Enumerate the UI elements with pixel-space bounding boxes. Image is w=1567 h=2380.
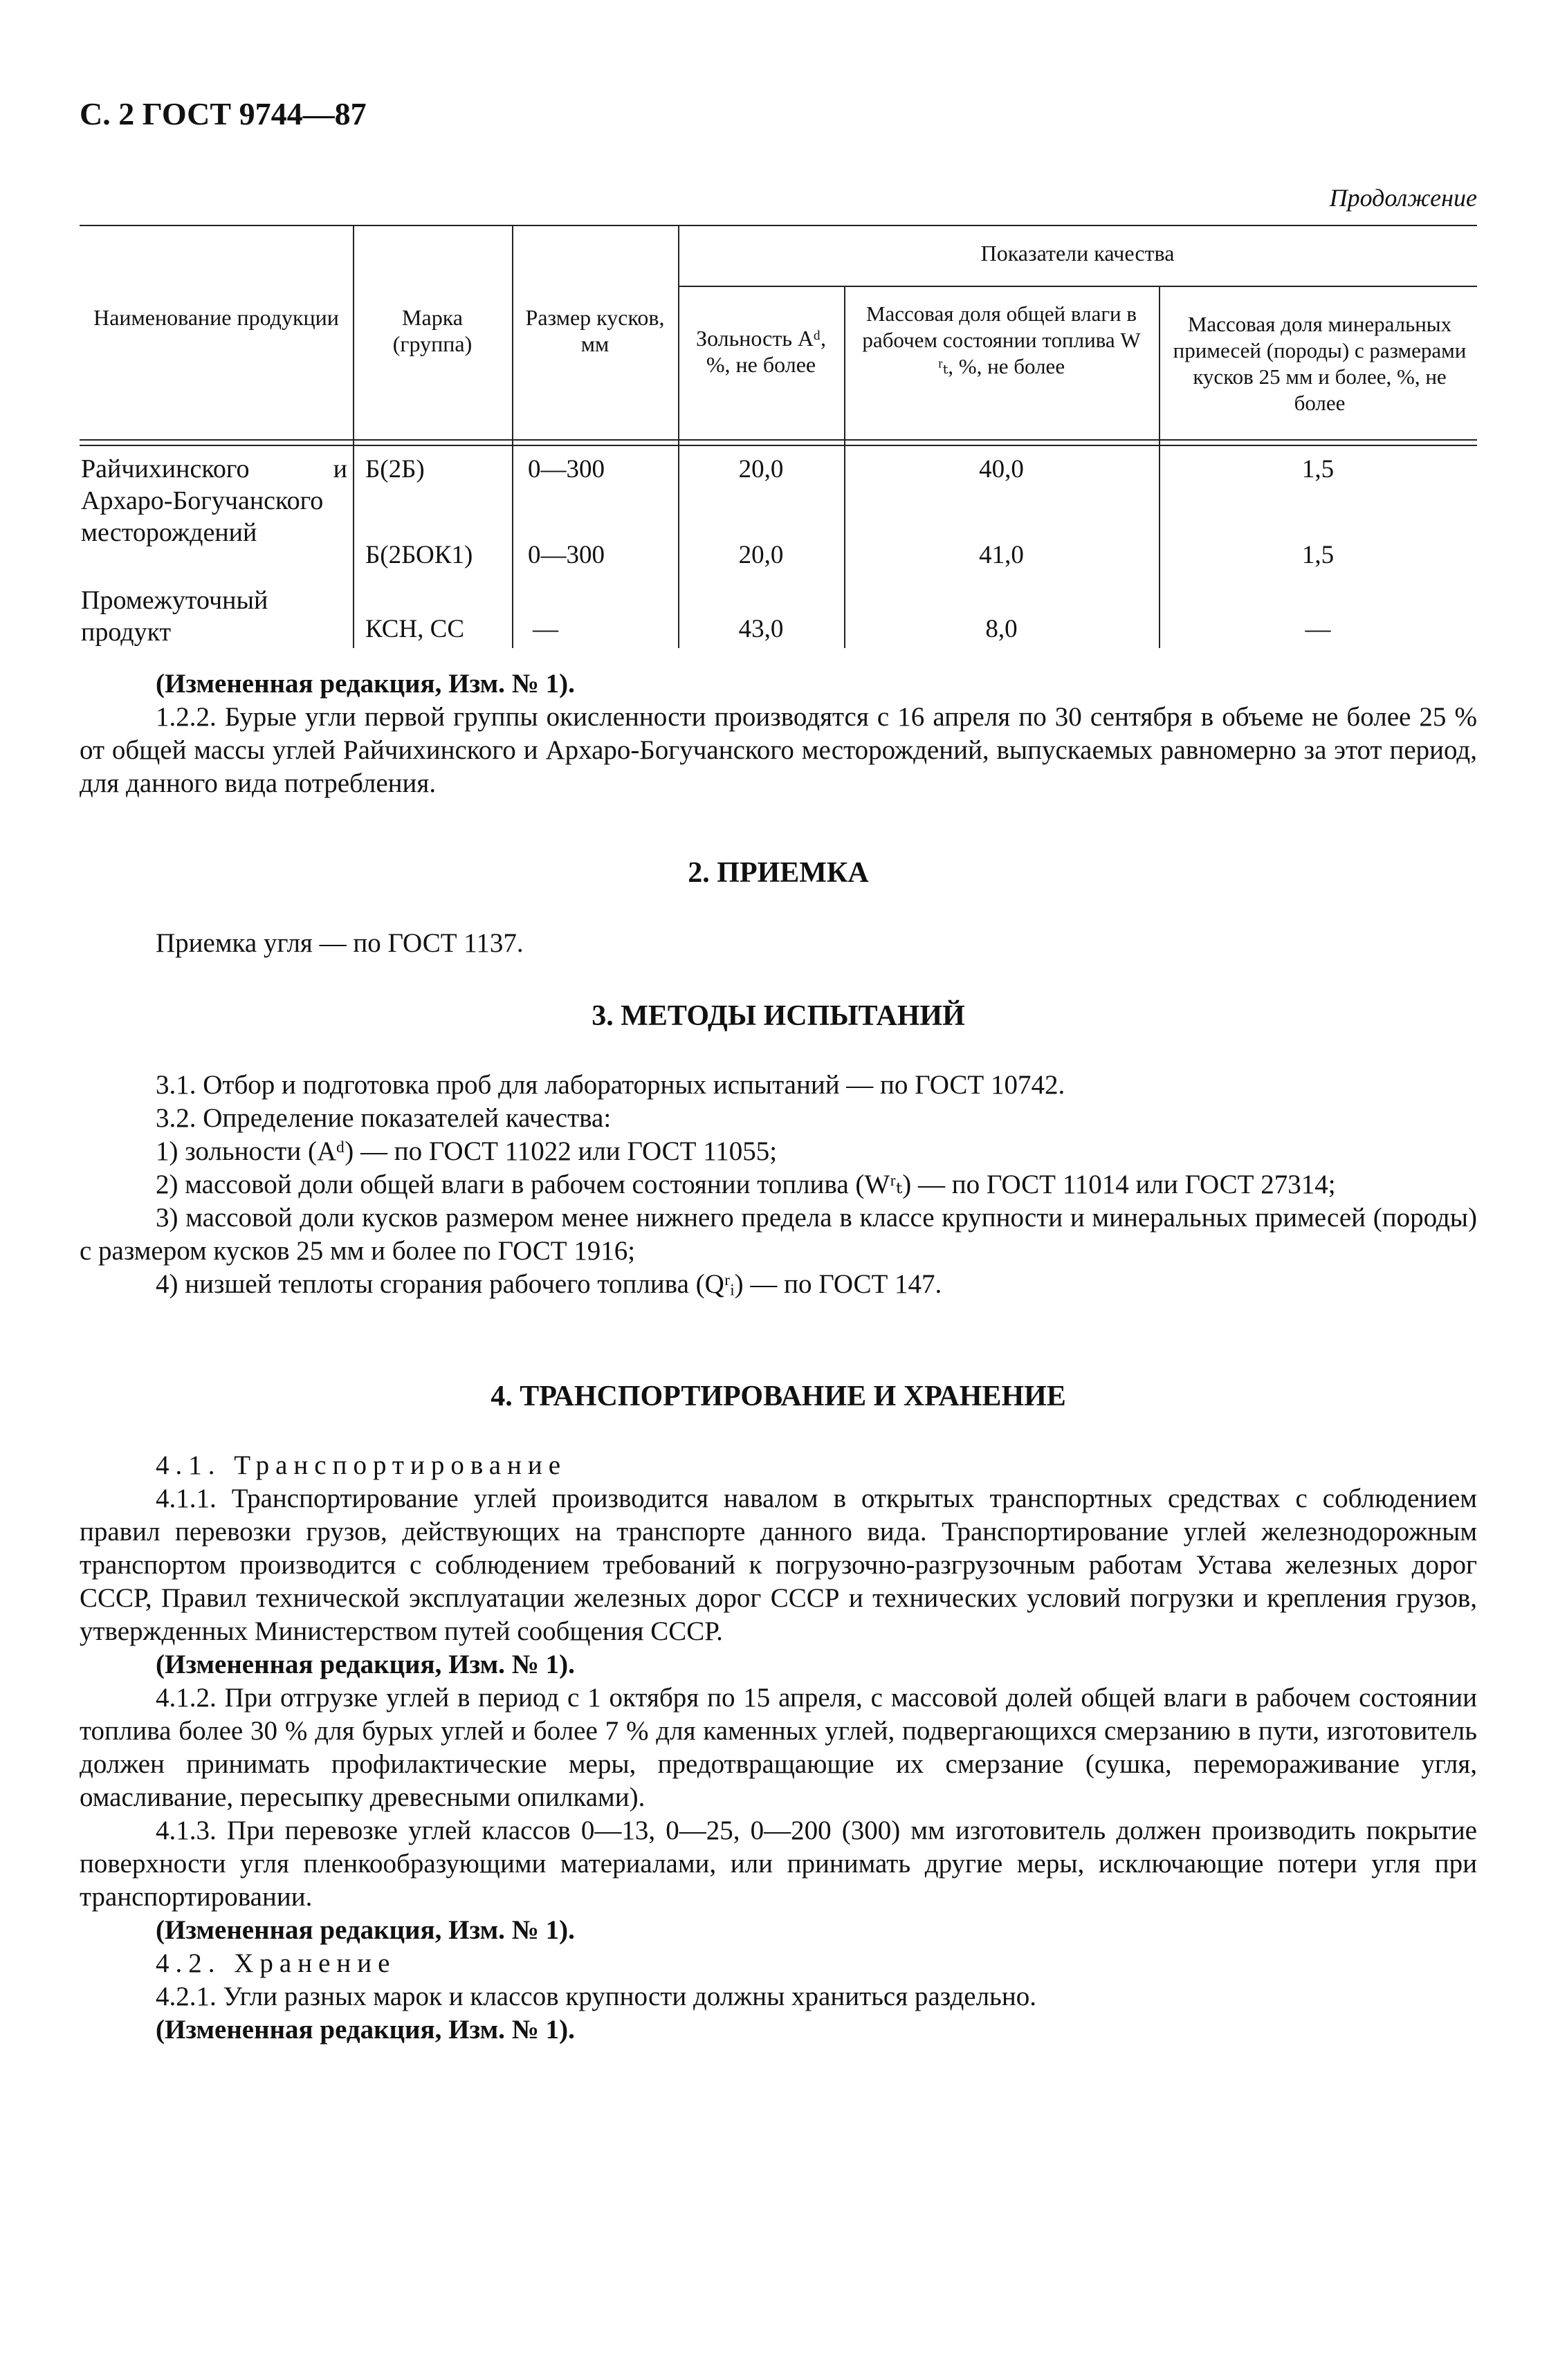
edit-note-1: (Измененная редакция, Изм. № 1). bbox=[156, 1650, 575, 1679]
heading-transport-storage: 4. ТРАНСПОРТИРОВАНИЕ И ХРАНЕНИЕ bbox=[491, 1381, 1066, 1412]
col-header-ash: Зольность Aᵈ, %, не более bbox=[696, 326, 826, 377]
edit-note-2: (Измененная редакция, Изм. № 1). bbox=[156, 1915, 575, 1945]
col-divider-2 bbox=[512, 225, 513, 648]
row3-mark: КСН, СС bbox=[365, 615, 465, 643]
row3-ash: 43,0 bbox=[738, 615, 784, 643]
row2-ash: 20,0 bbox=[738, 541, 784, 569]
row2-size: 0—300 bbox=[528, 541, 605, 569]
col-header-name: Наименование продукции bbox=[93, 305, 339, 330]
section-1-text bbox=[80, 667, 1477, 800]
col-header-mineral: Массовая доля минеральных примесей (породы) с размерами кусков 25 мм и более, %, не более bbox=[1173, 312, 1467, 415]
row1-mineral: 1,5 bbox=[1301, 455, 1335, 483]
row3-moisture: 8,0 bbox=[985, 615, 1018, 643]
heading-acceptance: 2. ПРИЕМКА bbox=[688, 857, 869, 889]
item-2: 2) массовой доли общей влаги в рабочем состоянии топлива (Wʳₜ) — по ГОСТ 11014 или ГОСТ 27314; bbox=[156, 1170, 1336, 1199]
paragraph-3-2: 3.2. Определение показателей качества: bbox=[156, 1103, 612, 1133]
col-header-mark: Марка (группа) bbox=[392, 305, 473, 356]
quality-group-rule bbox=[678, 286, 1477, 287]
paragraph-3-1: 3.1. Отбор и подготовка проб для лабораторных испытаний — по ГОСТ 10742. bbox=[156, 1070, 1065, 1100]
paragraph-4-1-3: 4.1.3. При перевозке углей классов 0—13, 0—25, 0—200 (300) мм изготовитель должен производить покрытие поверхности угля пленкообразующими материалами, или принимать другие меры, исключающие потери угля при транспортировании. bbox=[80, 1816, 1477, 1912]
col-header-size: Размер кусков, мм bbox=[525, 305, 665, 356]
edit-note-3: (Измененная редакция, Изм. № 1). bbox=[156, 2015, 575, 2045]
heading-test-methods: 3. МЕТОДЫ ИСПЫТАНИЙ bbox=[592, 1000, 965, 1032]
product-name-1: Райчихинского и Архаро-Богучанского месторождений bbox=[81, 454, 347, 547]
acceptance-text: Приемка угля — по ГОСТ 1137. bbox=[156, 928, 524, 958]
col-header-quality: Показатели качества bbox=[980, 241, 1175, 266]
item-3: 3) массовой доли кусков размером менее нижнего предела в классе крупности и минеральных примесей (породы) с размером кусков 25 мм и более по ГОСТ 1916; bbox=[80, 1203, 1477, 1266]
header-bottom-rule-2 bbox=[80, 445, 1477, 446]
header-bottom-rule-1 bbox=[80, 439, 1477, 441]
product-name-2: Промежуточный продукт bbox=[81, 586, 268, 647]
row1-ash: 20,0 bbox=[738, 455, 784, 483]
paragraph-1-2-2: 1.2.2. Бурые угли первой группы окисленности производятся с 16 апреля по 30 сентября в объеме не более 25 % от общей массы углей Райчихинского и Архаро-Богучанского месторождений, выпускаемых равномерно за этот период, для данного вида потребления. bbox=[80, 702, 1477, 798]
section-2-text bbox=[80, 927, 1477, 960]
paragraph-4-1-2: 4.1.2. При отгрузке углей в период с 1 октября по 15 апреля, с массовой долей общей влаги в рабочем состоянии топлива более 30 % для бурых углей и более 7 % для каменных углей, подвергающихся смерзанию в пути, изготовитель должен принимать профилактические меры, предотвращающие их смерзание (сушка, перемораживание угля, омасливание, пересыпку древесными опилками). bbox=[80, 1683, 1477, 1812]
row1-moisture: 40,0 bbox=[979, 455, 1024, 483]
section-4-text bbox=[80, 1449, 1477, 2047]
paragraph-4-2-1: 4.2.1. Угли разных марок и классов крупности должны храниться раздельно. bbox=[156, 1982, 1036, 2011]
section-3-text bbox=[80, 1069, 1477, 1301]
page-header: С. 2 ГОСТ 9744—87 bbox=[80, 96, 367, 131]
row1-size: 0—300 bbox=[528, 455, 605, 483]
quality-table bbox=[80, 225, 1477, 648]
continuation-label: Продолжение bbox=[1329, 184, 1477, 212]
row2-mark: Б(2БОК1) bbox=[365, 541, 473, 569]
row3-size: — bbox=[533, 615, 558, 643]
col-divider-3 bbox=[678, 225, 679, 648]
edit-note: (Измененная редакция, Изм. № 1). bbox=[156, 669, 575, 699]
row3-mineral: — bbox=[1305, 615, 1331, 643]
item-4: 4) низшей теплоты сгорания рабочего топлива (Qʳᵢ) — по ГОСТ 147. bbox=[156, 1269, 942, 1299]
col-divider-1 bbox=[353, 225, 354, 648]
subheading-transport: 4.1. Транспортирование bbox=[156, 1450, 567, 1480]
col-header-moisture: Массовая доля общей влаги в рабочем состоянии топлива W ʳₜ, %, не более bbox=[862, 302, 1141, 378]
row2-mineral: 1,5 bbox=[1301, 541, 1335, 569]
item-1: 1) зольности (Aᵈ) — по ГОСТ 11022 или ГОСТ 11055; bbox=[156, 1136, 778, 1166]
subheading-storage: 4.2. Хранение bbox=[156, 1948, 396, 1978]
paragraph-4-1-1: 4.1.1. Транспортирование углей производится навалом в открытых транспортных средствах с соблюдением правил перевозки грузов, действующих на транспорте данного вида. Транспортирование углей железнодорожным транспортом производится с соблюдением требований к погрузочно-разгрузочным работам Устава железных дорог СССР, Правил технической эксплуатации железных дорог СССР и технических условий погрузки и крепления грузов, утвержденных Министерством путей сообщения СССР. bbox=[80, 1484, 1477, 1646]
row1-mark: Б(2Б) bbox=[365, 455, 425, 483]
row2-moisture: 41,0 bbox=[979, 541, 1024, 569]
table-top-rule bbox=[80, 225, 1477, 226]
